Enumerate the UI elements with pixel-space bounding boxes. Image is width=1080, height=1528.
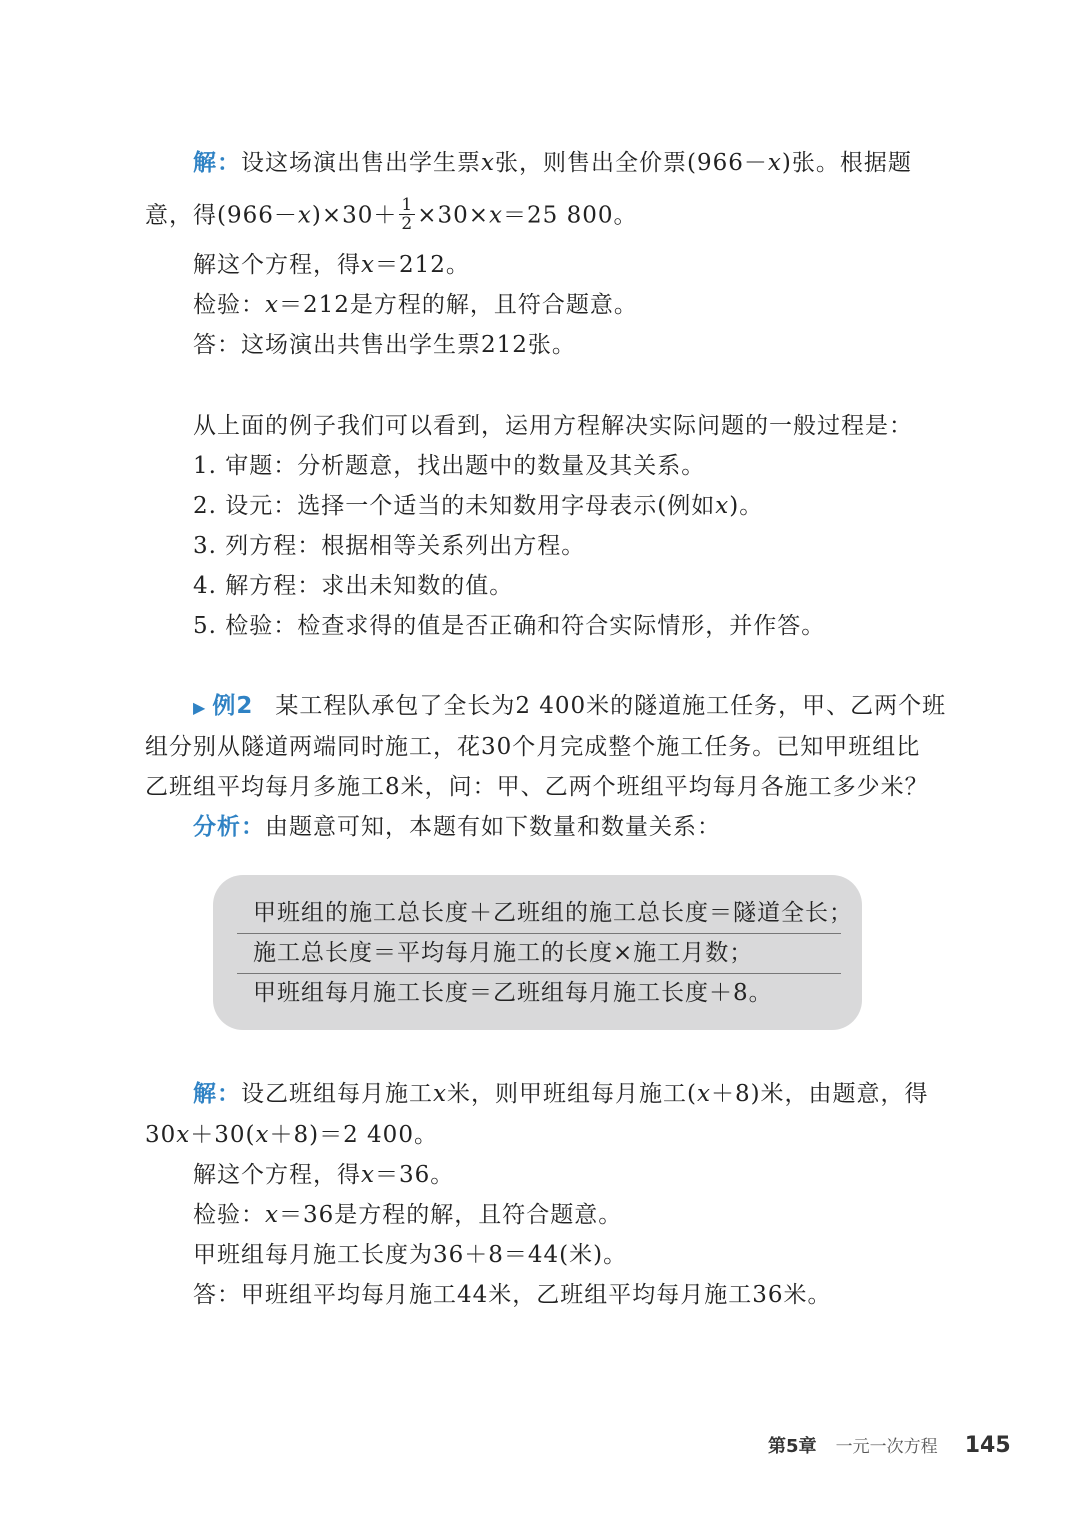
solution2-line2: 30x＋30(x＋8)＝2 400。 [145, 1122, 438, 1148]
summary-step-4: 4. 解方程：求出未知数的值。 [193, 573, 514, 599]
example2-line3: 乙班组平均每月多施工8米，问：甲、乙两个班组平均每月各施工多少米？ [145, 774, 929, 800]
solution-label: 解： [193, 1081, 241, 1107]
example2-line1: ▶ 例2 某工程队承包了全长为2 400米的隧道施工任务，甲、乙两个班 [193, 693, 947, 719]
page-number: 145 [964, 1433, 1011, 1458]
chapter-title: 一元一次方程 [835, 1437, 938, 1457]
analysis-label: 分析： [193, 814, 265, 840]
example2-line2: 组分别从隧道两端同时施工，花30个月完成整个施工任务。已知甲班组比 [145, 734, 921, 760]
solution1-solve: 解这个方程，得x＝212。 [193, 252, 470, 278]
solution1-answer: 答：这场演出共售出学生票212张。 [193, 332, 576, 358]
solution1-line1: 解：设这场演出售出学生票x张，则售出全价票(966－x)张。根据题 [193, 150, 912, 176]
solution1-check: 检验：x＝212是方程的解，且符合题意。 [193, 292, 638, 318]
summary-step-5: 5. 检验：检查求得的值是否正确和符合实际情形，并作答。 [193, 613, 826, 639]
example-label: 例2 [212, 693, 254, 719]
solution2-solve: 解这个方程，得x＝36。 [193, 1162, 455, 1188]
summary-step-1: 1. 审题：分析题意，找出题中的数量及其关系。 [193, 453, 706, 479]
solution1-line2: 意，得(966－x)×30＋ $\frac{1}{2}$ ×30×x＝25 800。 [145, 195, 638, 234]
divider [237, 973, 841, 974]
summary-intro: 从上面的例子我们可以看到，运用方程解决实际问题的一般过程是： [193, 413, 913, 439]
relation-2: 施工总长度＝平均每月施工的长度×施工月数； [253, 940, 754, 966]
page-footer [768, 1432, 1011, 1462]
chapter-number: 第5章 [768, 1436, 817, 1457]
relation-3: 甲班组每月施工长度＝乙班组每月施工长度＋8。 [253, 980, 773, 1006]
fraction-one-half: $\frac{1}{2}$ [401, 195, 414, 234]
triangle-marker-icon: ▶ [193, 698, 207, 717]
relation-1: 甲班组的施工总长度＋乙班组的施工总长度＝隧道全长； [253, 900, 853, 926]
solution-label: 解： [193, 150, 241, 176]
solution2-check: 检验：x＝36是方程的解，且符合题意。 [193, 1202, 623, 1228]
summary-step-2: 2. 设元：选择一个适当的未知数用字母表示(例如x)。 [193, 493, 764, 519]
divider [237, 933, 841, 934]
solution2-line1: 解：设乙班组每月施工x米，则甲班组每月施工(x＋8)米，由题意，得 [193, 1081, 929, 1107]
example2-analysis: 分析：由题意可知，本题有如下数量和数量关系： [193, 814, 721, 840]
relations-box [213, 875, 862, 1030]
summary-step-3: 3. 列方程：根据相等关系列出方程。 [193, 533, 586, 559]
solution2-answer: 答：甲班组平均每月施工44米，乙班组平均每月施工36米。 [193, 1282, 832, 1308]
solution2-compute: 甲班组每月施工长度为36＋8＝44(米)。 [193, 1242, 628, 1268]
